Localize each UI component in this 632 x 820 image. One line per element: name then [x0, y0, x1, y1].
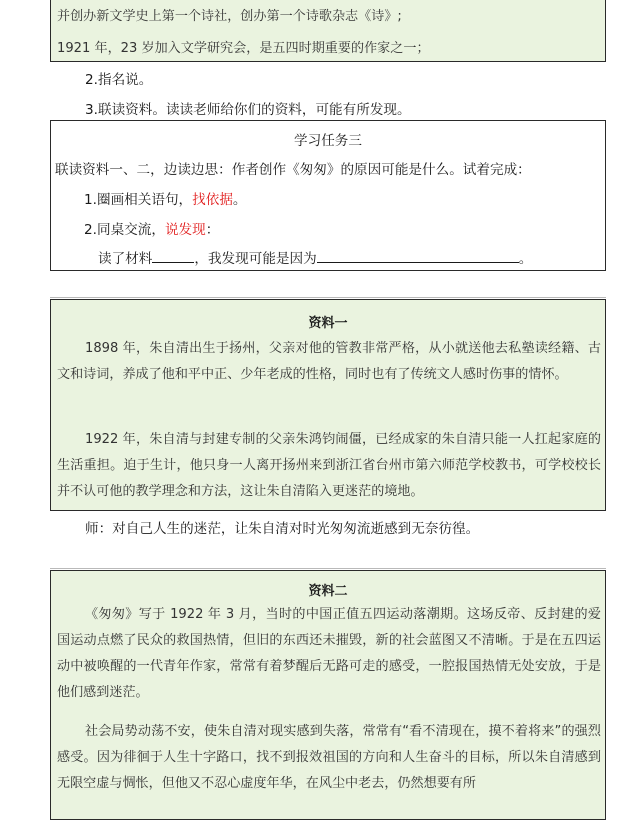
intro-line-2: 1921 年，23 岁加入文学研究会，是五四时期重要的作家之一； [57, 41, 430, 56]
task-title: 学习任务三 [294, 133, 362, 149]
step-2: 2.指名说。 [85, 72, 153, 88]
fill-text-b: ，我发现可能是因为 [194, 251, 317, 267]
fill-in-sentence [98, 247, 532, 267]
task-item-2 [84, 218, 219, 238]
blank-reason[interactable] [317, 249, 519, 263]
material-2-para-2: 社会局势动荡不安，使朱自清对现实感到失落，常常有“看不清现在，摸不着将来”的强烈感受。因为徘徊于人生十字路口，找不到报效祖国的方向和人生奋斗的目标，所以朱自清感到无限空虚与惆怅，但他又不忍心虚度年华，在风尘中老去，仍然想要有所 [57, 724, 601, 791]
material-1-para-1: 1898 年，朱自清出生于扬州，父亲对他的管教非常严格，从小就送他去私塾读经籍、古文和诗词，养成了他和平中正、少年老成的性格，同时也有了传统文人感时伤事的情怀。 [57, 341, 601, 382]
material-2-title: 资料二 [308, 584, 348, 599]
task-intro: 联读资料一、二，边读边思：作者创作《匆匆》的原因可能是什么。试着完成： [55, 162, 531, 178]
teacher-note: 师：对自己人生的迷茫，让朱自清对时光匆匆流逝感到无奈彷徨。 [85, 521, 480, 537]
item1-highlight: 找依据 [192, 192, 233, 208]
divider-1 [50, 297, 606, 298]
intro-material-box [50, 0, 606, 62]
fill-end: 。 [518, 251, 533, 267]
material-1-title: 资料一 [308, 316, 348, 331]
task-item-1 [84, 188, 247, 208]
step-3: 3.联读资料。读读老师给你们的资料，可能有所发现。 [85, 102, 411, 118]
fill-text-a: 读了材料 [98, 251, 153, 267]
item2-highlight: 说发现 [164, 222, 206, 238]
material-2-box [50, 570, 606, 820]
intro-line-1: 并创办新文学史上第一个诗社，创办第一个诗歌杂志《诗》; [57, 9, 402, 24]
item2-prefix: 2.同桌交流， [84, 222, 165, 238]
material-1-para-2: 1922 年，朱自清与封建专制的父亲朱鸿钧闹僵，已经成家的朱自清只能一人扛起家庭的生活重担。迫于生计，他只身一人离开扬州来到浙江省台州市第六师范学校教书，可学校校长并不认可他的教学理念和方法，这让朱自清陷入更迷茫的境地。 [57, 432, 601, 499]
material-1-box [50, 299, 606, 511]
blank-material[interactable] [152, 249, 194, 263]
item2-suffix: ： [205, 222, 220, 238]
item1-prefix: 1.圈画相关语句， [84, 192, 193, 208]
divider-2 [50, 568, 606, 569]
material-2-para-1: 《匆匆》写于 1922 年 3 月，当时的中国正值五四运动落潮期。这场反帝、反封建的爱国运动点燃了民众的救国热情，但旧的东西还未摧毁，新的社会蓝图又不清晰。于是在五四运动中被唤醒的一代青年作家，常常有着梦醒后无路可走的感受，一腔报国热情无处安放，于是他们感到迷茫。 [57, 607, 601, 700]
item1-suffix: 。 [232, 192, 247, 208]
learning-task-3-box [50, 120, 606, 271]
